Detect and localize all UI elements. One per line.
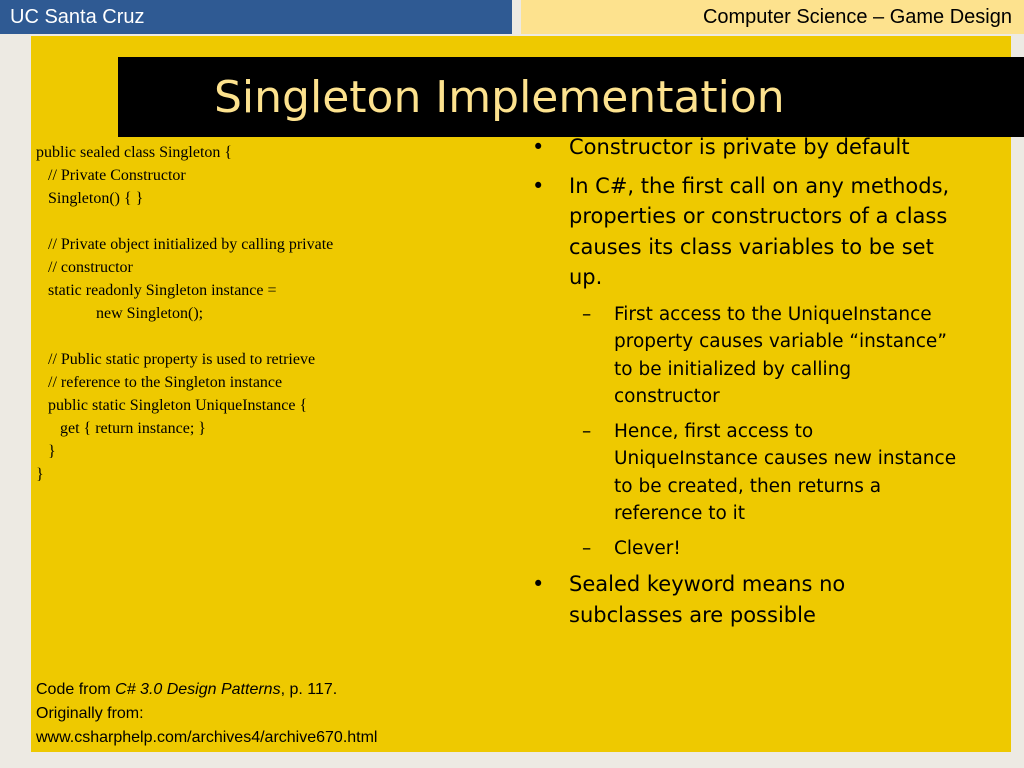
code-line: } [36,443,56,460]
code-line: new Singleton(); [36,305,204,322]
header-right: Computer Science – Game Design [521,0,1024,34]
citation-suffix: , p. 117. [280,681,338,698]
sub-bullet-text: First access to the UniqueInstance property causes variable “instance” to be initialized by calling constructor [614,303,947,407]
bullet-item [532,132,962,163]
code-line [36,325,506,348]
citation-line-1 [36,678,506,702]
code-line: // constructor [36,259,133,276]
code-line: static readonly Singleton instance = [36,282,277,299]
sub-bullet-text: Hence, first access to UniqueInstance causes new instance to be created, then returns a reference to it [614,420,957,524]
citation-prefix: Code from [36,681,116,698]
citation-book-title: C# 3.0 Design Patterns [115,681,281,698]
header-left: UC Santa Cruz [0,0,512,34]
citation-url: www.csharphelp.com/archives4/archive670.html [36,729,378,746]
sub-bullet-item [532,418,962,528]
code-line [36,210,506,233]
bullet-text: Constructor is private by default [569,135,910,159]
bullet-text: Sealed keyword means no subclasses are possible [569,572,846,627]
bullet-list [532,132,962,638]
header-divider [512,0,521,34]
bullet-marker: • [532,135,545,159]
code-line: // Public static property is used to retrieve [36,351,316,368]
sub-bullet-marker: – [582,420,592,442]
sub-bullet-marker: – [582,303,592,325]
bullet-marker: • [532,572,545,596]
code-block [36,141,506,486]
slide-title: Singleton Implementation [214,72,785,123]
code-line: public sealed class Singleton { [36,144,233,161]
code-line: public static Singleton UniqueInstance { [36,397,308,414]
sub-bullet-item [532,535,962,563]
sub-bullet-item [532,301,962,411]
bullet-text: In C#, the first call on any methods, properties or constructors of a class causes its class variables to be set up. [569,173,950,289]
bullet-item [532,569,962,630]
code-line: // reference to the Singleton instance [36,374,283,391]
sub-bullet-text: Clever! [614,537,681,559]
code-line: // Private Constructor [36,167,186,184]
sub-bullet-marker: – [582,537,592,559]
code-line: } [36,466,44,483]
code-line: Singleton() { } [36,190,144,207]
source-citation [36,678,506,750]
bullet-marker: • [532,173,545,198]
bullet-item [532,171,962,293]
code-line: get { return instance; } [36,420,206,437]
code-line: // Private object initialized by calling private [36,236,334,253]
citation-line-2: Originally from: [36,705,144,722]
